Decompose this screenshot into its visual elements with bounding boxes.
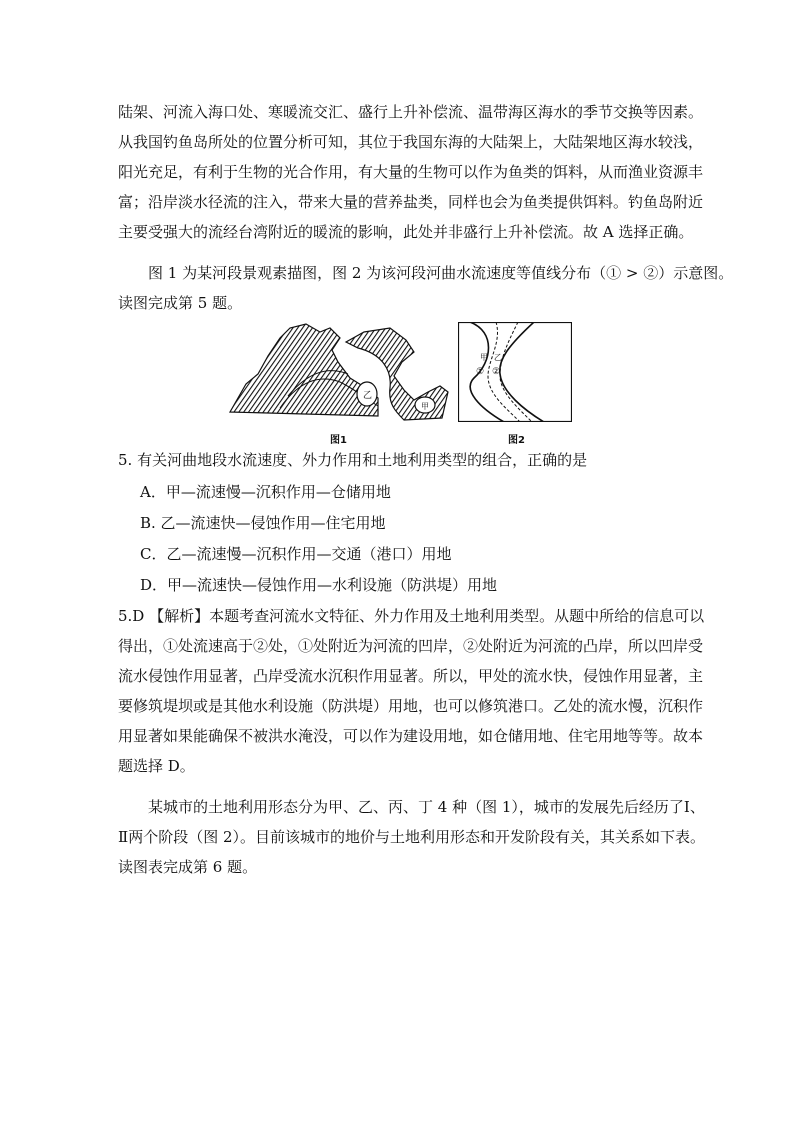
text-line: Ⅱ两个阶段（图 2）。目前该城市的地价与土地利用形态和开发阶段有关，其关系如下表。 xyxy=(118,828,706,846)
text-line: 要修筑堤坝或是其他水利设施（防洪堤）用地，也可以修筑港口。乙处的流水慢，沉积作 xyxy=(118,697,704,715)
q5-option-d: D．甲—流速快—侵蚀作用—水利设施（防洪堤）用地 xyxy=(140,576,498,594)
figure-1-river-sketch xyxy=(228,322,450,422)
text-line: 读图完成第 5 题。 xyxy=(118,294,243,312)
q5-option-b: B. 乙—流速快—侵蚀作用—住宅用地 xyxy=(140,514,386,532)
text-line: 主要受强大的流经台湾附近的暖流的影响，此处并非盛行上升补偿流。故 A 选择正确。 xyxy=(118,223,694,241)
answer-5-explanation xyxy=(118,601,705,781)
fig1-label-jia: 甲 xyxy=(421,402,429,411)
text-line: 用显著如果能确保不被洪水淹没，可以作为建设用地，如仓储用地、住宅用地等等。故本 xyxy=(118,727,704,745)
text-line: 5. 有关河曲地段水流速度、外力作用和土地利用类型的组合，正确的是 xyxy=(118,451,588,469)
intro-paragraph xyxy=(118,97,704,247)
fig2-label-2: ② xyxy=(492,367,501,377)
text-line: 阳光充足，有利于生物的光合作用，有大量的生物可以作为鱼类的饵料，从而渔业资源丰 xyxy=(118,163,704,181)
text-line: 某城市的土地利用形态分为甲、乙、丙、丁 4 种（图 1），城市的发展先后经历了Ⅰ、 xyxy=(148,798,705,816)
figure-2-caption: 图2 xyxy=(508,435,525,446)
figure-2-velocity-isolines xyxy=(458,322,572,422)
q5-question xyxy=(118,445,688,475)
text-line: 图 1 为某河段景观素描图，图 2 为该河段河曲水流速度等值线分布（① > ②）示意图。 xyxy=(148,264,734,282)
q5-option-c: C．乙—流速慢—沉积作用—交通（港口）用地 xyxy=(140,545,452,563)
text-line: 读图表完成第 6 题。 xyxy=(118,858,258,876)
text-line: 流水侵蚀作用显著，凸岸受流水沉积作用显著。所以，甲处的流水快，侵蚀作用显著，主 xyxy=(118,667,704,685)
text-line: 富；沿岸淡水径流的注入，带来大量的营养盐类，同样也会为鱼类提供饵料。钓鱼岛附近 xyxy=(118,193,704,211)
q6-stem xyxy=(118,792,706,882)
text-line: 陆架、河流入海口处、寒暖流交汇、盛行上升补偿流、温带海区海水的季节交换等因素。 xyxy=(118,103,704,121)
fig1-label-yi: 乙 xyxy=(363,391,373,401)
figure-1-caption: 图1 xyxy=(330,435,347,446)
fig2-label-jia: 甲 xyxy=(480,353,488,362)
fig2-label-yi: 乙 xyxy=(494,353,502,362)
text-line: 5.D 【解析】本题考查河流水文特征、外力作用及土地利用类型。从题中所给的信息可以 xyxy=(118,607,705,625)
fig2-label-1: ① xyxy=(476,367,485,377)
text-line: 得出，①处流速高于②处，①处附近为河流的凹岸，②处附近为河流的凸岸，所以凹岸受 xyxy=(118,637,704,655)
q5-stem xyxy=(118,258,734,318)
text-line: 从我国钓鱼岛所处的位置分析可知，其位于我国东海的大陆架上，大陆架地区海水较浅， xyxy=(118,133,704,151)
q5-option-a: A．甲—流速慢—沉积作用—仓储用地 xyxy=(140,483,391,501)
text-line: 题选择 D。 xyxy=(118,757,195,775)
